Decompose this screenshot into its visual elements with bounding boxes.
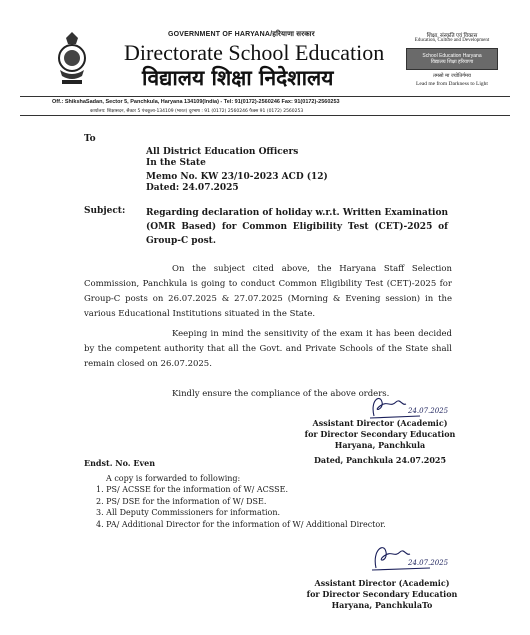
signatory-1-place: Haryana, Panchkula	[334, 440, 426, 450]
tagline-hi: शिक्षा, संस्कृति एवं विकास	[426, 33, 478, 39]
signature-2-date: 24.07.2025	[408, 559, 449, 567]
addressee-line-1: All District Education Officers	[146, 147, 299, 157]
signatory-1-for: for Director Secondary Education	[304, 429, 456, 439]
signature-1-date: 24.07.2025	[408, 407, 449, 415]
list-item: 4. PA/ Additional Director for the information of W/ Additional Director.	[96, 519, 386, 529]
signature-2-icon	[356, 540, 466, 574]
signatory-2-title: Assistant Director (Academic)	[314, 578, 450, 588]
list-item: 2. PS/ DSE for the information of W/ DSE.	[96, 496, 267, 506]
school-education-logo	[406, 48, 498, 70]
motto-hi: तमसो मा ज्योतिर्गमय	[433, 73, 471, 79]
copy-list	[96, 484, 386, 530]
addressee-line-2: In the State	[146, 158, 206, 168]
copy-intro: A copy is forwarded to following:	[106, 474, 241, 483]
list-item: 3. All Deputy Commissioners for information.	[96, 508, 281, 517]
office-address-hi: कार्यालय: शिक्षासदन, सैक्टर 5 पंचकूला-134109 (भारत) दूरभाष : 91 (0172) 2560246 फैक्स 91 (0172) 2560253	[90, 109, 304, 114]
memo-date: Dated: 24.07.2025	[146, 183, 239, 193]
endorsement-number: Endst. No. Even	[84, 458, 156, 468]
logo-line-en: School Education Haryana	[422, 53, 482, 59]
logo-line-hi: विद्यालय शिक्षा हरियाणा	[430, 59, 474, 65]
divider-top	[20, 96, 510, 97]
motto-en: Lead me from Darkness to Light	[416, 81, 488, 87]
list-item: 1. PS/ ACSSE for the information of W/ ACSSE.	[96, 485, 289, 494]
subject-text: Regarding declaration of holiday w.r.t. Written Examination (OMR Based) for Common Eligibility Test (CET)-2025 of Group-C post.	[146, 208, 448, 246]
tagline-en: Education, Culture and Development	[414, 38, 490, 43]
paragraph-1: On the subject cited above, the Haryana Staff Selection Commission, Panchkula is going to conduct Common Eligibility Test (CET)-2025 for Group-C posts on 26.07.2025 & 27.07.2025 (Morning & Evening session) in the various Educational Institutions situated in the State.	[84, 264, 452, 319]
directorate-title-en: Directorate School Education	[124, 40, 385, 65]
signatory-2-block	[262, 578, 502, 611]
to-label: To	[84, 134, 96, 144]
divider-bottom	[20, 115, 510, 116]
government-label: GOVERNMENT OF HARYANA/हरियाणा सरकार	[168, 31, 315, 38]
paragraph-2: Keeping in mind the sensitivity of the exam it has been decided by the competent authority that all the Govt. and Private Schools of the State shall remain closed on 26.07.2025.	[84, 329, 452, 369]
signatory-1-title: Assistant Director (Academic)	[312, 418, 448, 428]
haryana-emblem-icon	[50, 30, 94, 88]
paragraph-3: Kindly ensure the compliance of the above orders.	[172, 389, 390, 399]
signatory-1-block	[260, 418, 500, 466]
signatory-2-for: for Director Secondary Education	[306, 589, 458, 599]
subject-label: Subject:	[84, 206, 126, 216]
memo-number: Memo No. KW 23/10-2023 ACD (12)	[146, 172, 328, 182]
signatory-1-dated: Dated, Panchkula 24.07.2025	[313, 455, 447, 465]
signatory-2-place: Haryana, PanchkulaTo	[331, 600, 433, 610]
directorate-title-hi: विद्यालय शिक्षा निदेशालय	[142, 66, 334, 90]
office-address-en: Off.: ShikshaSadan, Sector 5, Panchkula, Haryana 134109(India) - Tel: 91(0172)-2560246 Fax: 91(0172)-2560253	[52, 99, 340, 105]
